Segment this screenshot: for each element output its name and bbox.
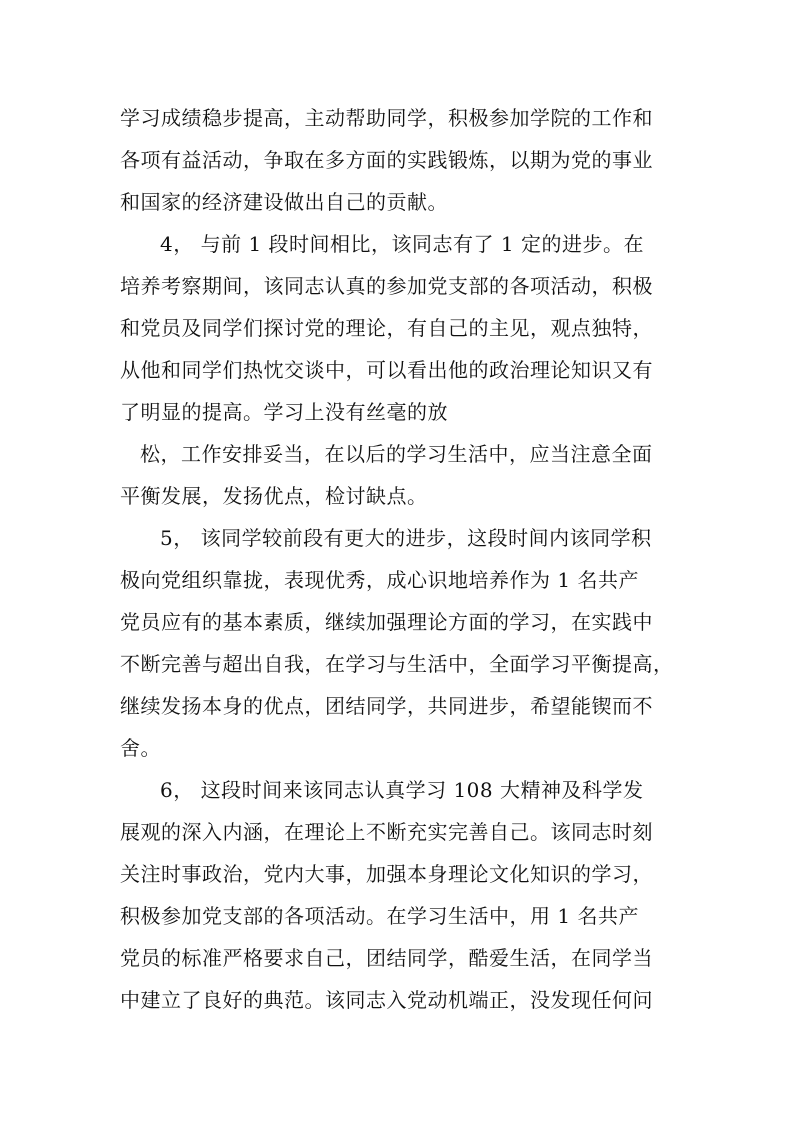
text-line: 和国家的经济建设做出自己的贡献。 — [120, 190, 448, 214]
text-line: 平衡发展，发扬优点，检讨缺点。 — [120, 484, 428, 508]
text-line: 培养考察期间，该同志认真的参加党支部的各项活动，积极 — [120, 274, 653, 298]
paragraph-5-start: 5， 该同学较前段有更大的进步，这段时间内该同学积 — [160, 526, 652, 550]
paragraph-4-start: 4， 与前 1 段时间相比，该同志有了 1 定的进步。在 — [160, 232, 644, 256]
text-line: 积极参加党支部的各项活动。在学习生活中，用 1 名共产 — [120, 904, 639, 928]
text-line: 松，工作安排妥当，在以后的学习生活中，应当注意全面 — [140, 442, 653, 466]
paragraph-6-start: 6， 这段时间来该同志认真学习 108 大精神及科学发 — [160, 778, 644, 802]
text-line: 从他和同学们热忱交谈中，可以看出他的政治理论知识又有 — [120, 358, 653, 382]
text-line: 舍。 — [120, 736, 161, 760]
text-line: 展观的深入内涵，在理论上不断充实完善自己。该同志时刻 — [120, 820, 653, 844]
text-line: 关注时事政治，党内大事，加强本身理论文化知识的学习， — [120, 862, 653, 886]
text-line: 党员的标准严格要求自己，团结同学，酷爱生活，在同学当 — [120, 946, 653, 970]
text-line: 各项有益活动，争取在多方面的实践锻炼，以期为党的事业 — [120, 148, 653, 172]
text-line: 和党员及同学们探讨党的理论，有自己的主见，观点独特， — [120, 316, 653, 340]
text-line: 不断完善与超出自我，在学习与生活中，全面学习平衡提高， — [120, 652, 674, 676]
text-line: 极向党组织靠拢，表现优秀，成心识地培养作为 1 名共产 — [120, 568, 639, 592]
text-line: 学习成绩稳步提高，主动帮助同学，积极参加学院的工作和 — [120, 106, 653, 130]
text-line: 继续发扬本身的优点，团结同学，共同进步，希望能锲而不 — [120, 694, 653, 718]
text-line: 了明显的提高。学习上没有丝毫的放 — [120, 400, 448, 424]
text-line: 中建立了良好的典范。该同志入党动机端正，没发现任何问 — [120, 988, 653, 1012]
text-line: 党员应有的基本素质，继续加强理论方面的学习，在实践中 — [120, 610, 653, 634]
